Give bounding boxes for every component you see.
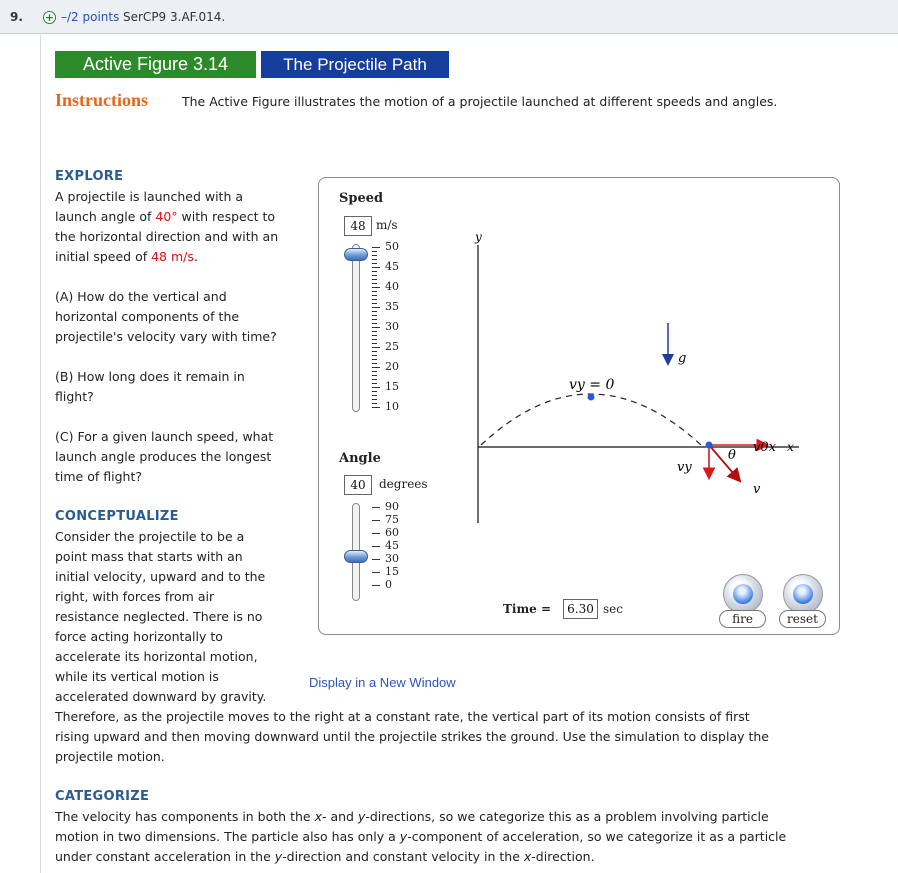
explore-text bbox=[55, 187, 278, 267]
scale-tick-label: 25 bbox=[385, 340, 399, 353]
angle-input[interactable]: 40 bbox=[344, 475, 372, 495]
scale-minor-tick bbox=[372, 383, 377, 384]
vox-label: v0x bbox=[753, 440, 776, 455]
scale-minor-tick bbox=[372, 351, 377, 352]
scale-tick-label: 15 bbox=[385, 565, 399, 578]
figure-title: The Projectile Path bbox=[261, 51, 449, 78]
angle-value: 40° bbox=[155, 209, 178, 224]
scale-minor-tick bbox=[372, 271, 377, 272]
scale-tick-label: 30 bbox=[385, 320, 399, 333]
question-code: SerCP9 3.AF.014. bbox=[123, 10, 226, 24]
vy-label: vy bbox=[677, 460, 692, 475]
scale-minor-tick bbox=[372, 395, 377, 396]
projectile-marker bbox=[706, 442, 713, 449]
new-window-link[interactable]: Display in a New Window bbox=[309, 675, 456, 690]
scale-major-tick bbox=[372, 546, 380, 547]
scale-minor-tick bbox=[372, 375, 377, 376]
explore-heading: EXPLORE bbox=[55, 169, 124, 184]
explore-line: A projectile is launched with a bbox=[55, 189, 244, 204]
scale-minor-tick bbox=[372, 355, 377, 356]
scale-major-tick bbox=[372, 533, 380, 534]
scale-minor-tick bbox=[372, 403, 377, 404]
scale-major-tick bbox=[372, 520, 380, 521]
question-header bbox=[0, 0, 898, 34]
velocity-label: v bbox=[753, 482, 761, 497]
scale-minor-tick bbox=[372, 391, 377, 392]
scale-minor-tick bbox=[372, 303, 377, 304]
trajectory-path bbox=[481, 394, 701, 445]
speed-unit: m/s bbox=[376, 218, 398, 232]
explore-line: initial speed of 48 m/s. bbox=[55, 249, 198, 264]
speed-label: Speed bbox=[339, 191, 384, 206]
scale-minor-tick bbox=[372, 295, 377, 296]
scale-minor-tick bbox=[372, 259, 377, 260]
scale-tick-label: 45 bbox=[385, 539, 399, 552]
conceptualize-heading: CONCEPTUALIZE bbox=[55, 509, 179, 524]
scale-minor-tick bbox=[372, 331, 377, 332]
instructions-heading: Instructions bbox=[55, 90, 149, 110]
scale-major-tick bbox=[372, 287, 380, 288]
y-axis-label: y bbox=[475, 230, 482, 244]
scale-minor-tick bbox=[372, 251, 377, 252]
scale-minor-tick bbox=[372, 283, 377, 284]
scale-minor-tick bbox=[372, 319, 377, 320]
scale-major-tick bbox=[372, 347, 380, 348]
vy-zero-label: vy = 0 bbox=[569, 377, 615, 393]
time-unit: sec bbox=[603, 602, 623, 616]
x-axis-label: x bbox=[787, 440, 794, 454]
scale-major-tick bbox=[372, 585, 380, 586]
scale-tick-label: 35 bbox=[385, 300, 399, 313]
question-c: (C) For a given launch speed, what launch angle produces the longest time of flight? bbox=[55, 429, 274, 484]
scale-major-tick bbox=[372, 559, 380, 560]
categorize-heading: CATEGORIZE bbox=[55, 789, 150, 804]
scale-minor-tick bbox=[372, 279, 377, 280]
scale-major-tick bbox=[372, 247, 380, 248]
scale-tick-label: 50 bbox=[385, 240, 399, 253]
reset-button[interactable]: reset bbox=[779, 610, 826, 628]
scale-minor-tick bbox=[372, 399, 377, 400]
scale-minor-tick bbox=[372, 255, 377, 256]
scale-tick-label: 30 bbox=[385, 552, 399, 565]
question-a: (A) How do the vertical and horizontal components of the projectile's velocity vary with time? bbox=[55, 289, 277, 344]
scale-minor-tick bbox=[372, 263, 377, 264]
scale-minor-tick bbox=[372, 379, 377, 380]
expand-plus-icon[interactable]: + bbox=[44, 11, 55, 24]
scale-minor-tick bbox=[372, 299, 377, 300]
scale-tick-label: 45 bbox=[385, 260, 399, 273]
scale-major-tick bbox=[372, 267, 380, 268]
scale-tick-label: 20 bbox=[385, 360, 399, 373]
gravity-label: g bbox=[678, 351, 687, 366]
speed-input[interactable]: 48 bbox=[344, 216, 372, 236]
scale-tick-label: 0 bbox=[385, 578, 392, 591]
scale-minor-tick bbox=[372, 339, 377, 340]
scale-major-tick bbox=[372, 307, 380, 308]
theta-label: θ bbox=[728, 448, 736, 463]
scale-major-tick bbox=[372, 327, 380, 328]
angle-label: Angle bbox=[339, 451, 381, 466]
left-divider bbox=[40, 35, 41, 873]
figure-label: Active Figure 3.14 bbox=[55, 51, 256, 78]
speed-value: 48 m/s bbox=[151, 249, 194, 264]
speed-slider-knob[interactable] bbox=[344, 248, 368, 261]
scale-tick-label: 60 bbox=[385, 526, 399, 539]
instructions-text: The Active Figure illustrates the motion of a projectile launched at different speeds and angles. bbox=[182, 94, 778, 109]
scale-minor-tick bbox=[372, 315, 377, 316]
scale-minor-tick bbox=[372, 363, 377, 364]
scale-major-tick bbox=[372, 572, 380, 573]
question-number: 9. bbox=[10, 10, 23, 24]
scale-tick-label: 75 bbox=[385, 513, 399, 526]
time-label: Time = bbox=[503, 602, 552, 616]
explore-line: launch angle of 40° with respect to bbox=[55, 209, 276, 224]
scale-major-tick bbox=[372, 387, 380, 388]
scale-major-tick bbox=[372, 507, 380, 508]
scale-minor-tick bbox=[372, 323, 377, 324]
scale-tick-label: 10 bbox=[385, 400, 399, 413]
apex-marker bbox=[588, 394, 595, 401]
time-display: 6.30 bbox=[563, 599, 598, 619]
points-badge: –/2 points bbox=[61, 10, 120, 24]
scale-tick-label: 40 bbox=[385, 280, 399, 293]
reset-button-icon[interactable] bbox=[783, 574, 823, 614]
projectile-simulation bbox=[318, 177, 840, 635]
speed-slider-track[interactable] bbox=[352, 244, 360, 412]
scale-major-tick bbox=[372, 407, 380, 408]
fire-button-icon[interactable] bbox=[723, 574, 763, 614]
scale-minor-tick bbox=[372, 335, 377, 336]
fire-button[interactable]: fire bbox=[719, 610, 766, 628]
scale-major-tick bbox=[372, 367, 380, 368]
categorize-text: The velocity has components in both the x- and y-directions, so we categorize this as a problem involving particle motion in two dimensions. The particle also has only a y-component of acceleration, so we categorize it as a particle under constant acceleration in the y-direction and constant velocity in the x-direction. bbox=[55, 809, 787, 864]
angle-unit: degrees bbox=[379, 477, 428, 491]
explore-line: the horizontal direction and with an bbox=[55, 229, 279, 244]
scale-minor-tick bbox=[372, 275, 377, 276]
scale-tick-label: 15 bbox=[385, 380, 399, 393]
conceptualize-text: Consider the projectile to be a point mass that starts with an initial velocity, upward and to the right, with forces from air resistance neglected. There is no force acting horizontally to accelerate its horizontal motion, while its vertical motion is accelerated downward by gravity. Therefore, as the projectile moves to the right at a constant rate, the vertical part of its motion consists of first rising upward and then moving downward until the projectile strikes the ground. Use the simulation to display the projectile motion. bbox=[55, 529, 770, 764]
scale-minor-tick bbox=[372, 371, 377, 372]
scale-minor-tick bbox=[372, 311, 377, 312]
trajectory-plot bbox=[469, 223, 829, 533]
scale-minor-tick bbox=[372, 359, 377, 360]
angle-slider-knob[interactable] bbox=[344, 550, 368, 563]
question-b: (B) How long does it remain in flight? bbox=[55, 369, 245, 404]
scale-tick-label: 90 bbox=[385, 500, 399, 513]
scale-minor-tick bbox=[372, 291, 377, 292]
scale-minor-tick bbox=[372, 343, 377, 344]
